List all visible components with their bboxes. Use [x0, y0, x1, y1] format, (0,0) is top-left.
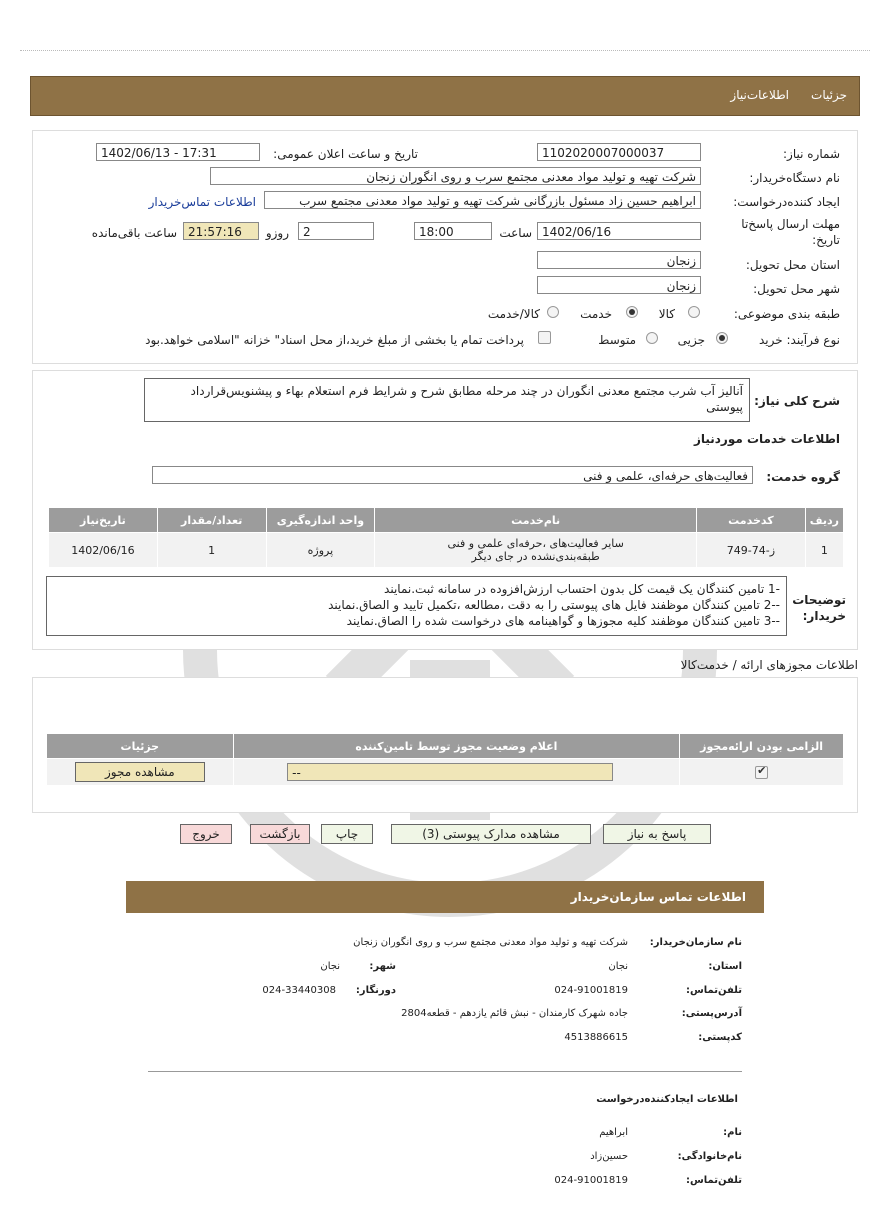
col-license-status: اعلام وضعیت مجوز توسط تامین‌کننده — [233, 734, 680, 759]
buyer-notes-box — [46, 576, 787, 636]
table-row — [49, 533, 844, 568]
cell-license-details — [47, 759, 234, 786]
process-partial-label: جزیی — [677, 333, 705, 347]
summary-label: شرح کلی نیاز: — [754, 394, 840, 408]
category-label: طبقه بندی موضوعی: — [733, 307, 840, 321]
creator-name-value: ابراهیم — [599, 1127, 628, 1138]
process-medium-radio[interactable] — [646, 332, 658, 344]
category-goods-service-label: کالا/خدمت — [487, 307, 540, 321]
exit-button[interactable]: خروج — [180, 824, 232, 844]
print-button[interactable]: چاپ — [321, 824, 373, 844]
deadline-label: مهلت ارسال پاسخ‌تا تاریخ: — [741, 217, 840, 247]
category-service-radio[interactable] — [626, 306, 638, 318]
creator-family-label: نام‌خانوادگی: — [677, 1151, 742, 1162]
deadline-date-field: 1402/06/16 — [537, 222, 701, 240]
creator-phone-value: 024-91001819 — [554, 1175, 628, 1186]
org-label: نام سازمان‌خریدار: — [649, 937, 742, 948]
fax-value: 024-33440308 — [262, 985, 336, 996]
buyer-field: شرکت تهیه و تولید مواد معدنی مجتمع سرب و روی انگوران زنجان — [210, 167, 701, 185]
cell-unit: پروژه — [266, 533, 375, 568]
contact-title: اطلاعات تماس سازمان‌خریدار — [570, 890, 746, 904]
city-label: شهر محل تحویل: — [753, 282, 840, 296]
service-name-line2: طبقه‌بندی‌نشده در جای دیگر — [471, 550, 600, 563]
col-quantity: تعداد/مقدار — [157, 508, 266, 533]
col-need-date: تاریخ‌نیاز — [49, 508, 158, 533]
remaining-label: ساعت باقی‌مانده — [91, 226, 177, 240]
contact-divider — [148, 1071, 742, 1072]
cell-license-status — [233, 759, 680, 786]
cell-row: 1 — [805, 533, 843, 568]
services-title: اطلاعات خدمات موردنیاز — [693, 432, 840, 446]
contact-province-label: استان: — [708, 961, 742, 972]
category-goods-label: کالا — [658, 307, 675, 321]
province-label: استان محل تحویل: — [745, 258, 840, 272]
page-header — [30, 76, 860, 116]
days-field: 2 — [298, 222, 374, 240]
service-group-field: فعالیت‌های حرفه‌ای، علمی و فنی — [152, 466, 753, 484]
process-partial-radio[interactable] — [716, 332, 728, 344]
col-license-details: جزئیات — [47, 734, 234, 759]
contact-header — [126, 881, 764, 913]
city-field: زنجان — [537, 276, 701, 294]
contact-province-value: نجان — [608, 961, 628, 972]
process-medium-label: متوسط — [598, 333, 636, 347]
top-divider — [20, 50, 870, 51]
category-goods-service-radio[interactable] — [547, 306, 559, 318]
buyer-note-2: --2 تامین کنندگان موظفند فایل های پیوستی را به دقت ،مطالعه ،تکمیل تایید و الصاق.نمایند — [328, 598, 780, 612]
address-value: جاده شهرک کارمندان - نبش قائم یازدهم - قطعه2804 — [401, 1008, 628, 1019]
back-button[interactable]: بازگشت — [250, 824, 310, 844]
col-unit: واحد اندازه‌گیری — [266, 508, 375, 533]
summary-text: آنالیز آب شرب مجتمع معدنی انگوران در چند مرحله مطابق شرح و شرایط فرم استعلام بهاء و پیشنویس‌قرارداد پیوستی — [144, 378, 750, 422]
cell-service-code: ز-74-749 — [697, 533, 806, 568]
creator-field: ابراهیم حسین زاد مسئول بازرگانی شرکت تهیه و تولید مواد معدنی مجتمع سرب — [264, 191, 701, 209]
license-status-field[interactable]: -- — [287, 763, 613, 781]
category-service-label: خدمت — [580, 307, 612, 321]
phone-value: 024-91001819 — [554, 985, 628, 996]
need-number-label: شماره نیاز: — [783, 147, 840, 161]
deadline-time-field: 18:00 — [414, 222, 492, 240]
buyer-label: نام دستگاه‌خریدار: — [749, 171, 840, 185]
treasury-payment-checkbox[interactable] — [538, 331, 551, 344]
contact-city-value: نجان — [320, 961, 340, 972]
buyer-contact-link[interactable]: اطلاعات تماس‌خریدار — [148, 195, 256, 209]
org-value: شرکت تهیه و تولید مواد معدنی مجتمع سرب و روی انگوران زنجان — [353, 937, 628, 948]
need-info-panel — [32, 130, 858, 364]
service-name-line1: سایر فعالیت‌های ،حرفه‌ای علمی و فنی — [447, 537, 624, 550]
announce-field: 1402/06/13 - 17:31 — [96, 143, 260, 161]
col-service-name: نام‌خدمت — [375, 508, 697, 533]
address-label: آدرس‌پستی: — [681, 1008, 742, 1019]
licenses-title: اطلاعات مجوزهای ارائه / خدمت‌کالا — [680, 658, 858, 672]
creator-phone-label: تلفن‌تماس: — [685, 1175, 742, 1186]
postal-label: کدپستی: — [698, 1032, 742, 1043]
cell-license-required — [680, 759, 844, 786]
licenses-table — [46, 733, 844, 786]
deadline-time-label: ساعت — [499, 226, 532, 240]
tab-need-info[interactable]: اطلاعات‌نیاز — [730, 88, 789, 102]
reply-button[interactable]: پاسخ به نیاز — [603, 824, 711, 844]
creator-info-title: اطلاعات ایجادکننده‌درخواست — [596, 1094, 738, 1105]
view-license-button[interactable]: مشاهده مجوز — [75, 762, 205, 782]
table-row — [47, 759, 844, 786]
col-license-required: الزامی بودن ارائه‌مجوز — [680, 734, 844, 759]
check-mark-icon: ✔ — [757, 763, 767, 777]
announce-label: تاریخ و ساعت اعلان عمومی: — [273, 147, 418, 161]
creator-name-label: نام: — [723, 1127, 742, 1138]
category-goods-radio[interactable] — [688, 306, 700, 318]
fax-label: دورنگار: — [355, 985, 396, 996]
phone-label: تلفن‌تماس: — [685, 985, 742, 996]
process-label: نوع فرآیند: خرید — [759, 333, 840, 347]
cell-service-name — [375, 533, 697, 568]
license-required-checkbox[interactable] — [755, 763, 768, 779]
remaining-time-field: 21:57:16 — [183, 222, 259, 240]
creator-family-value: حسین‌زاد — [590, 1151, 628, 1162]
need-number-field: 1102020007000037 — [537, 143, 701, 161]
contact-city-label: شهر: — [369, 961, 396, 972]
creator-label: ایجاد کننده‌درخواست: — [733, 195, 840, 209]
view-attachments-button[interactable]: مشاهده مدارک پیوستی (3) — [391, 824, 591, 844]
cell-need-date: 1402/06/16 — [49, 533, 158, 568]
postal-value: 4513886615 — [564, 1032, 628, 1043]
buyer-note-1: -1 تامین کنندگان یک قیمت کل بدون احتساب ارزش‌افزوده در سامانه ثبت.نمایند — [384, 582, 780, 596]
service-group-label: گروه خدمت: — [766, 470, 840, 484]
buyer-note-3: --3 تامین کنندگان موظفند کلیه مجوزها و گواهینامه های درخواست شده را الصاق.نمایند — [346, 614, 780, 628]
cell-quantity: 1 — [157, 533, 266, 568]
buyer-notes-label: توضیحات خریدار: — [792, 593, 846, 623]
days-label: روزو — [265, 226, 289, 240]
col-service-code: کدخدمت — [697, 508, 806, 533]
treasury-payment-note: پرداخت تمام یا بخشی از مبلغ خرید،از محل اسناد" خزانه "اسلامی خواهد.بود — [145, 333, 524, 347]
province-field: زنجان — [537, 251, 701, 269]
services-table — [48, 507, 844, 568]
tab-details[interactable]: جزئیات — [811, 88, 847, 102]
col-row: ردیف — [805, 508, 843, 533]
